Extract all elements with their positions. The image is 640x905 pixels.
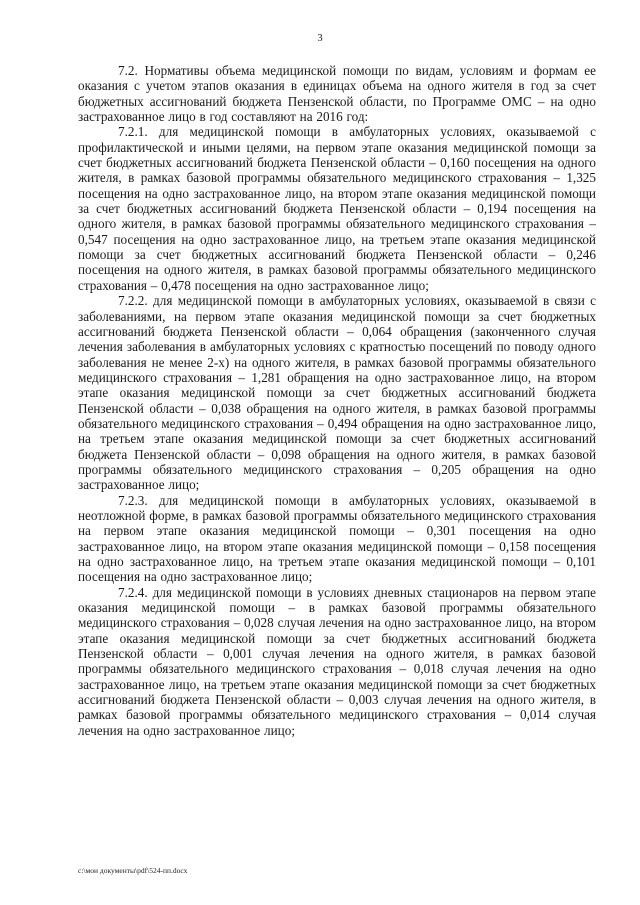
paragraph-7-2: 7.2. Нормативы объема медицинской помощи по видам, условиям и формам ее оказания с учетом этапов оказания в единицах объема на одного жителя в год за счет бюджетных ассигнований бюджета Пензенской области, по Программе ОМС – на одно застрахованное лицо в год составляют на 2016 год: [78,63,596,125]
page-number: 3 [317,33,323,44]
paragraph-7-2-2: 7.2.2. для медицинской помощи в амбулаторных условиях, оказываемой в связи с заболеваниями, на первом этапе оказания медицинской помощи за счет бюджетных ассигнований бюджета Пензенской области – 0,064 обращения (законченного случая лечения заболевания в амбулаторных условиях с кратностью посещений по поводу одного заболевания не менее 2-х) на одного жителя, в рамках базовой программы обязательного медицинского страхования – 1,281 обращения на одно застрахованное лицо, на втором этапе оказания медицинской помощи за счет бюджетных ассигнований бюджета Пензенской области – 0,038 обращения на одного жителя, в рамках базовой программы обязательного медицинского страхования – 0,494 обращения на одно застрахованное лицо, на третьем этапе оказания медицинской помощи за счет бюджетных ассигнований бюджета Пензенской области – 0,098 обращения на одного жителя, в рамках базовой программы обязательного медицинского страхования – 0,205 обращения на одно застрахованное лицо; [78,293,596,493]
paragraph-7-2-3: 7.2.3. для медицинской помощи в амбулаторных условиях, оказываемой в неотложной форме, в рамках базовой программы обязательного медицинского страхования на первом этапе оказания медицинской помощи – 0,301 посещения на одно застрахованное лицо, на втором этапе оказания медицинской помощи – 0,158 посещения на одно застрахованное лицо, на третьем этапе оказания медицинской помощи – 0,101 посещения на одно застрахованное лицо; [78,492,596,585]
paragraph-7-2-4: 7.2.4. для медицинской помощи в условиях дневных стационаров на первом этапе оказания медицинской помощи – в рамках базовой программы обязательного медицинского страхования – 0,028 случая лечения на одно застрахованное лицо, на втором этапе оказания медицинской помощи за счет бюджетных ассигнований бюджета Пензенской области – 0,001 случая лечения на одного жителя, в рамках базовой программы обязательного медицинского страхования – 0,018 случая лечения на одно застрахованное лицо, на третьем этапе оказания медицинской помощи за счет бюджетных ассигнований бюджета Пензенской области – 0,003 случая лечения на одного жителя, в рамках базовой программы обязательного медицинского страхования – 0,014 случая лечения на одно застрахованное лицо; [78,584,596,738]
footer-file-path: c:\мои документы\pdf\524-пп.docx [78,866,188,875]
document-body [78,63,596,738]
paragraph-7-2-1: 7.2.1. для медицинской помощи в амбулаторных условиях, оказываемой с профилактической и иными целями, на первом этапе оказания медицинской помощи за счет бюджетных ассигнований бюджета Пензенской области – 0,160 посещения на одного жителя, в рамках базовой программы обязательного медицинского страхования – 1,325 посещения на одно застрахованное лицо, на втором этапе оказания медицинской помощи за счет бюджетных ассигнований бюджета Пензенской области – 0,194 посещения на одного жителя, в рамках базовой программы обязательного медицинского страхования – 0,547 посещения на одно застрахованное лицо, на третьем этапе оказания медицинской помощи за счет бюджетных ассигнований бюджета Пензенской области – 0,246 посещения на одного жителя, в рамках базовой программы обязательного медицинского страхования – 0,478 посещения на одно застрахованное лицо; [78,124,596,293]
